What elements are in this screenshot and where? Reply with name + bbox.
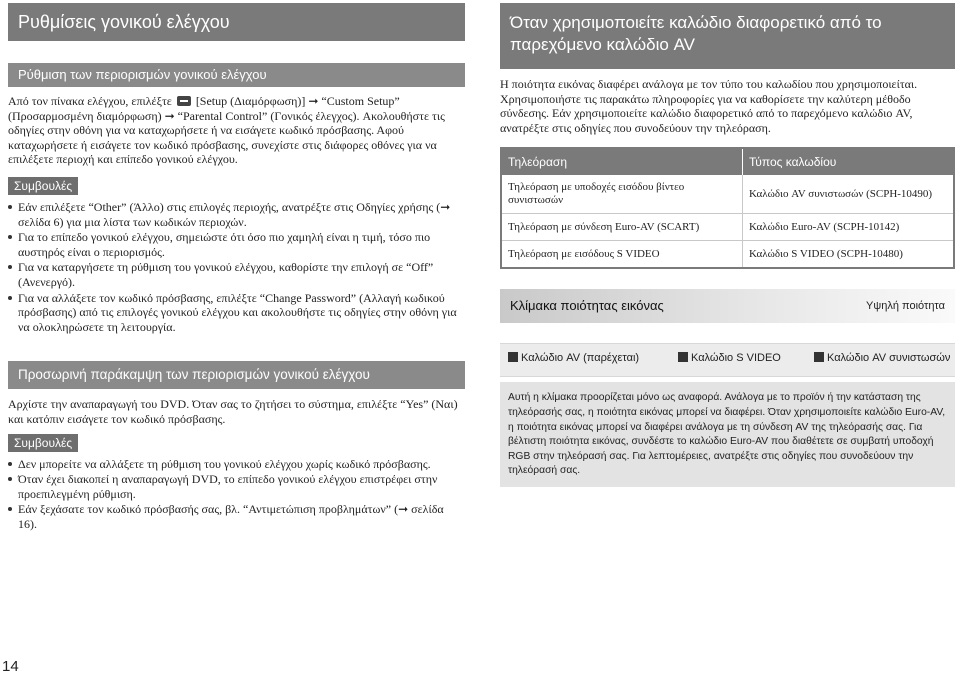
tips-label-1: Συμβουλές bbox=[8, 177, 78, 195]
quality-level-svideo bbox=[678, 352, 781, 364]
table-header-cable: Τύπος καλωδίου bbox=[743, 148, 955, 175]
quality-scale-gradient bbox=[500, 289, 955, 323]
quality-level-component bbox=[814, 352, 950, 364]
setup-instructions-start: Από τον πίνακα ελέγχου, επιλέξτε bbox=[8, 94, 172, 108]
table-row bbox=[501, 175, 954, 214]
left-column bbox=[8, 0, 465, 532]
table-cell: Καλώδιο S VIDEO (SCPH-10480) bbox=[743, 241, 955, 269]
list-item: Δεν μπορείτε να αλλάξετε τη ρύθμιση του γονικού ελέγχου χωρίς κωδικό πρόσβασης. bbox=[8, 457, 465, 472]
section-heading-override bbox=[8, 361, 465, 389]
override-instructions: Αρχίστε την αναπαραγωγή του DVD. Όταν σας το ζητήσει το σύστημα, επιλέξτε “Yes” (Ναι) και κατόπιν εισάγετε τον κωδικό πρόσβασης. bbox=[8, 397, 458, 426]
square-marker-icon bbox=[678, 352, 688, 362]
quality-scale-label: Κλίμακα ποιότητας εικόνας bbox=[510, 298, 664, 314]
quality-level-component-label: Καλώδιο AV συνιστωσών bbox=[827, 352, 951, 365]
list-item: Για να αλλάξετε τον κωδικό πρόσβασης, επιλέξτε “Change Password” (Αλλαγή κωδικού πρόσβασης) από τις επιλογές γονικού ελέγχου και ακολουθήστε τις οδηγίες στην οθόνη για να ολοκληρώσετε τη λειτουργία. bbox=[8, 291, 465, 335]
cable-table bbox=[500, 147, 955, 269]
quality-note: Αυτή η κλίμακα προορίζεται μόνο ως αναφορά. Ανάλογα με το προϊόν ή την κατάσταση της τηλεόρασής σας, η ποιότητα εικόνας μπορεί να διαφέρει. Όταν χρησιμοποιείτε καλώδιο Euro-AV, η ποιότητα εικόνας μπορεί να διαφέρει ανάλογα με τη σύνδεση AV της τηλεόρασής σας. Για βέλτιστη ποιότητα εικόνας, συνδέστε το καλώδιο Euro-AV που διαθέτετε σε συμβατή υποδοχή RGB στην τηλεόρασή σας. Για λεπτομέρειες, ανατρέξτε στις οδηγίες που συνοδεύουν την τηλεόρασή σας. bbox=[500, 382, 955, 487]
section-heading-setup-text: Ρύθμιση των περιορισμών γονικού ελέγχου bbox=[18, 67, 267, 82]
quality-level-svideo-label: Καλώδιο S VIDEO bbox=[691, 352, 781, 365]
tips-list-1 bbox=[8, 200, 465, 334]
section-heading-override-text: Προσωρινή παράκαμψη των περιορισμών γονικού ελέγχου bbox=[18, 367, 370, 383]
list-item: Εάν ξεχάσατε τον κωδικό πρόσβασής σας, βλ. “Αντιμετώπιση προβλημάτων” (➞ σελίδα 16). bbox=[8, 502, 465, 531]
square-marker-icon bbox=[814, 352, 824, 362]
table-cell: Τηλεόραση με εισόδους S VIDEO bbox=[501, 241, 743, 269]
list-item: Για το επίπεδο γονικού ελέγχου, σημειώστε ότι όσο πιο χαμηλή είναι η τιμή, τόσο πιο αυστηρός είναι ο περιορισμός. bbox=[8, 230, 465, 259]
tips-list-2 bbox=[8, 457, 465, 532]
cable-section-title-text: Όταν χρησιμοποιείτε καλώδιο διαφορετικό από το παρεχόμενο καλώδιο AV bbox=[510, 13, 882, 54]
quality-high-label: Υψηλή ποιότητα bbox=[866, 300, 945, 313]
page-number: 14 bbox=[2, 658, 19, 675]
tips-label-2: Συμβουλές bbox=[8, 434, 78, 452]
setup-instructions-rest: [Setup (Διαμόρφωση)] ➞ “Custom Setup” (Προσαρμοσμένη διαμόρφωση) ➞ “Parental Control” (Γονικός έλεγχος). Ακολουθήστε τις οδηγίες στην οθόνη για να καταχωρήσετε ή να εισάγετε κωδικό πρόσβασης. Αφού καταχωρήσετε ή εισάγετε τον κωδικό πρόσβασης, συνεχίστε στις διάφορες οθόνες για να επιλέξετε περιοχή και επίπεδο γονικού ελέγχου. bbox=[8, 94, 445, 167]
list-item: Όταν έχει διακοπεί η αναπαραγωγή DVD, το επίπεδο γονικού ελέγχου επιστρέφει στην προεπιλεγμένη ρύθμιση. bbox=[8, 472, 465, 501]
settings-toolbox-icon bbox=[177, 96, 191, 106]
cable-section-title bbox=[500, 3, 955, 69]
square-marker-icon bbox=[508, 352, 518, 362]
quality-level-av-label: Καλώδιο AV (παρέχεται) bbox=[521, 352, 640, 365]
table-row bbox=[501, 214, 954, 241]
quality-levels bbox=[500, 343, 955, 377]
cable-intro: Η ποιότητα εικόνας διαφέρει ανάλογα με τον τύπο του καλωδίου που χρησιμοποιείται. Χρησιμοποιήστε τις παρακάτω πληροφορίες για να καθορίσετε την καλύτερη μέθοδο σύνδεσης. Εάν χρησιμοποιείτε καλώδιο διαφορετικό από το παρεχόμενο καλώδιο AV, ανατρέξτε στις οδηγίες που συνοδεύουν την τηλεόραση. bbox=[500, 77, 918, 135]
setup-instructions bbox=[8, 94, 465, 167]
right-column bbox=[500, 0, 955, 487]
quality-level-av bbox=[508, 352, 639, 364]
list-item: Για να καταργήσετε τη ρύθμιση του γονικού ελέγχου, καθορίστε την επιλογή σε “Off” (Ανενεργό). bbox=[8, 260, 465, 289]
section-heading-setup bbox=[8, 63, 465, 87]
table-cell: Καλώδιο Euro-AV (SCPH-10142) bbox=[743, 214, 955, 241]
table-header-tv: Τηλεόραση bbox=[501, 148, 743, 175]
table-row bbox=[501, 241, 954, 269]
table-cell: Καλώδιο AV συνιστωσών (SCPH-10490) bbox=[743, 175, 955, 214]
page-title-text: Ρυθμίσεις γονικού ελέγχου bbox=[18, 12, 230, 32]
list-item: Εάν επιλέξετε “Other” (Άλλο) στις επιλογές περιοχής, ανατρέξτε στις Οδηγίες χρήσης (➞ σελίδα 6) για μια λίστα των κωδικών περιοχών. bbox=[8, 200, 465, 229]
table-cell: Τηλεόραση με σύνδεση Euro-AV (SCART) bbox=[501, 214, 743, 241]
table-cell: Τηλεόραση με υποδοχές εισόδου βίντεο συνιστωσών bbox=[501, 175, 743, 214]
page-title bbox=[8, 3, 465, 41]
